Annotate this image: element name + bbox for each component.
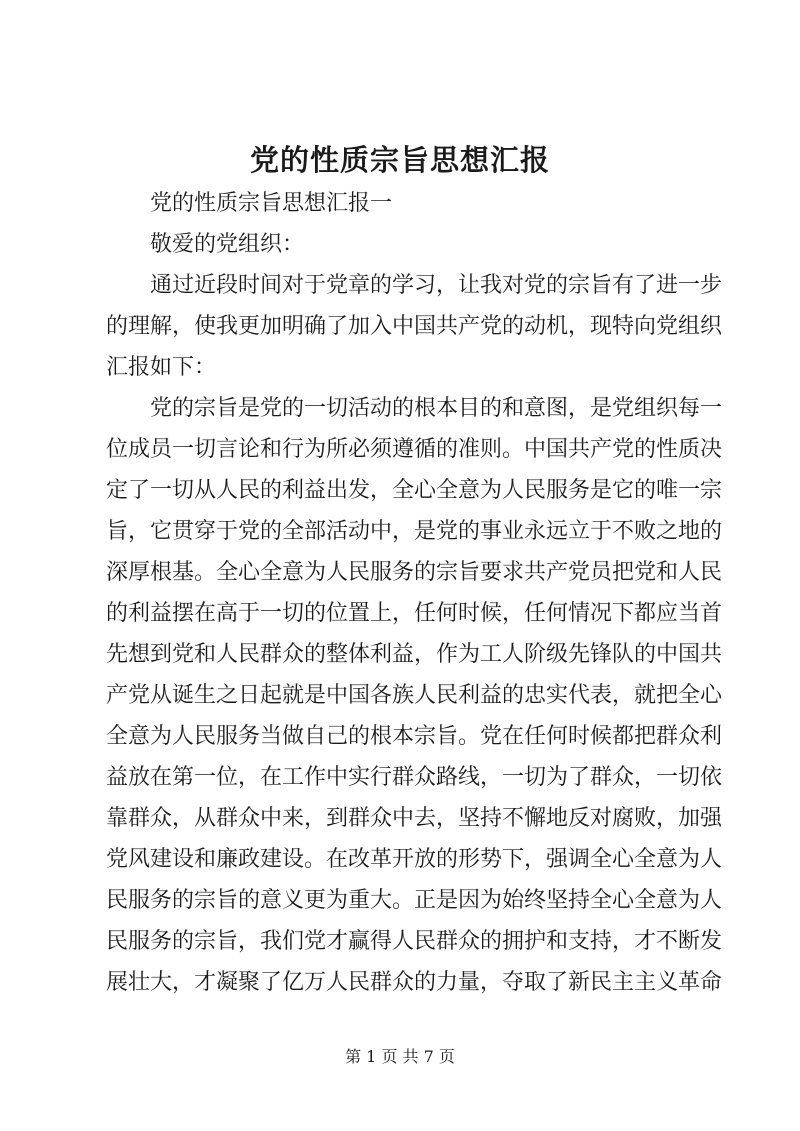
- paragraph-line: 民服务的宗旨的意义更为重大。正是因为始终坚持全心全意为人: [106, 888, 723, 913]
- salutation-line: 敬爱的党组织：: [150, 232, 305, 257]
- paragraph-line: 位成员一切言论和行为所必须遵循的准则。中国共产党的性质决: [106, 437, 723, 462]
- paragraph-line: 民服务的宗旨，我们党才赢得人民群众的拥护和支持，才不断发: [106, 929, 723, 954]
- paragraph-line: 的理解，使我更加明确了加入中国共产党的动机，现特向党组织: [106, 314, 723, 339]
- document-title: 党的性质宗旨思想汇报: [249, 143, 550, 177]
- paragraph-line: 深厚根基。全心全意为人民服务的宗旨要求共产党员把党和人民: [106, 560, 723, 585]
- paragraph-line: 通过近段时间对于党章的学习，让我对党的宗旨有了进一步: [150, 273, 723, 298]
- paragraph-line: 党风建设和廉政建设。在改革开放的形势下，强调全心全意为人: [106, 847, 723, 872]
- paragraph-line: 旨，它贯穿于党的全部活动中，是党的事业永远立于不败之地的: [106, 519, 723, 544]
- paragraph-line: 靠群众，从群众中来，到群众中去，坚持不懈地反对腐败，加强: [106, 806, 723, 831]
- paragraph-line: 的利益摆在高于一切的位置上，任何时候，任何情况下都应当首: [106, 601, 723, 626]
- subtitle-line: 党的性质宗旨思想汇报一: [150, 191, 393, 216]
- paragraph-line: 产党从诞生之日起就是中国各族人民利益的忠实代表，就把全心: [106, 683, 723, 708]
- paragraph-line: 定了一切从人民的利益出发，全心全意为人民服务是它的唯一宗: [106, 478, 723, 503]
- paragraph-line: 汇报如下：: [106, 355, 217, 380]
- paragraph-line: 党的宗旨是党的一切活动的根本目的和意图，是党组织每一: [150, 396, 723, 421]
- paragraph-line: 全意为人民服务当做自己的根本宗旨。党在任何时候都把群众利: [106, 724, 723, 749]
- paragraph-line: 先想到党和人民群众的整体利益，作为工人阶级先锋队的中国共: [106, 642, 723, 667]
- paragraph-line: 展壮大，才凝聚了亿万人民群众的力量，夺取了新民主主义革命: [106, 970, 723, 995]
- paragraph-line: 益放在第一位，在工作中实行群众路线，一切为了群众，一切依: [106, 765, 723, 790]
- page-number: 第 1 页 共 7 页: [345, 1047, 455, 1066]
